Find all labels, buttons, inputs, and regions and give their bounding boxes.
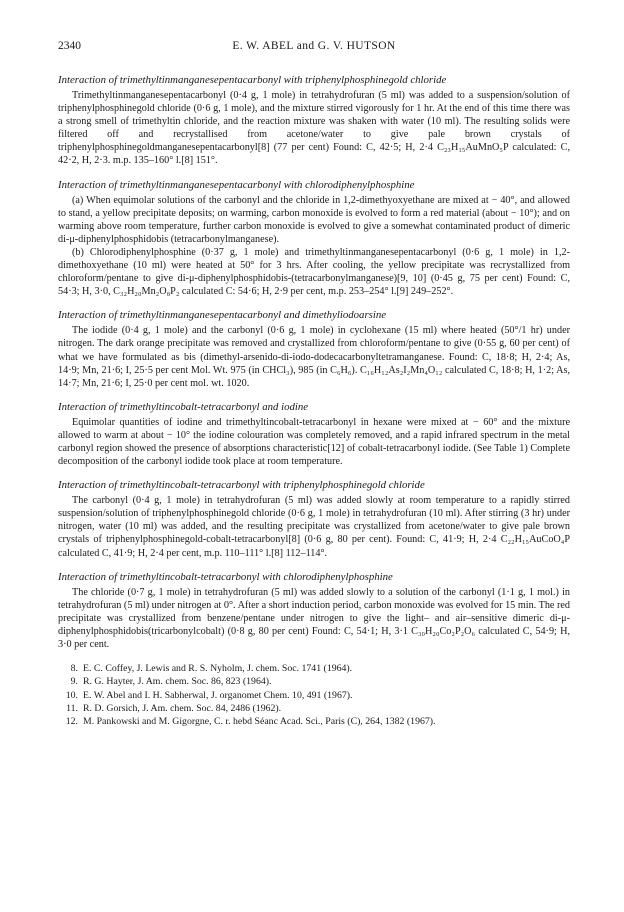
section-paragraph: Trimethyltinmanganesepentacarbonyl (0·4 g, 1 mole) in tetrahydrofuran (5 ml) was added to a suspension/solution of triphenylphosphinegold chloride (0·6 g, 1 mole), and the mixture stirred vigorously for 1 hr. At the end of this time there was a strong smell of trimethyltin chloride, and the reaction mixture was shaken with water (10 ml). The resulting solids were filtered off and recrystallised from acetone/water to give pale brown crystals of triphenylphosphinegoldmanganesepentacarbonyl[8] (77 per cent) Found: C, 42·5; H, 2·4 C₂₃H₁₅AuMnO₅P calculated: C, 42·2, H, 2·3. m.p. 135–160° l.[8] 151°. xyxy=(58,90,570,167)
reference-number: 8. xyxy=(70,663,78,675)
reference-number: 12. xyxy=(65,715,78,727)
section-cobalt-chlorodiphenylphosphine xyxy=(58,571,570,651)
section-heading: Interaction of trimethyltincobalt-tetracarbonyl with chlorodiphenylphosphine xyxy=(58,570,393,583)
section-heading: Interaction of trimethyltinmanganesepentacarbonyl and dimethyliodoarsine xyxy=(58,309,387,322)
reference-text: R. G. Hayter, J. Am. chem. Soc. 86, 823 (1964). xyxy=(83,676,272,688)
journal-page xyxy=(58,40,570,728)
running-title: E. W. ABEL and G. V. HUTSON xyxy=(232,40,396,52)
section-heading: Interaction of trimethyltinmanganesepentacarbonyl with chlorodiphenylphosphine xyxy=(58,178,415,191)
section-gold-chloride-mn xyxy=(58,74,570,168)
reference-item xyxy=(58,702,570,715)
section-heading: Interaction of trimethyltincobalt-tetracarbonyl with triphenylphosphinegold chloride xyxy=(58,479,425,492)
page-number: 2340 xyxy=(58,40,81,52)
section-paragraph: The carbonyl (0·4 g, 1 mole) in tetrahydrofuran (5 ml) was added slowly at room temperature to a rapidly stirred suspension/solution of triphenylphosphinegold chloride (0·6 g, 1 mole) in tetrahydrofuran (10 ml). After stirring (3 hr) under nitrogen, water (10 ml) was added, and the resulting precipitate was crystallized from acetone/water to give pale brown crystals of triphenylphosphinegold-cobalt-tetracarbonyl[8] (0·6 g, 80 per cent). Found: C, 41·9; H, 2·4 C₂₂H₁₅AuCoO₄P calculated C, 41·9; H, 2·4 per cent, m.p. 110–111° l.[8] 112–114°. xyxy=(58,495,570,559)
section-heading: Interaction of trimethyltincobalt-tetracarbonyl and iodine xyxy=(58,400,309,413)
reference-item xyxy=(58,662,570,675)
reference-item xyxy=(58,675,570,688)
section-paragraph: Equimolar quantities of iodine and trimethyltincobalt-tetracarbonyl in hexane were mixed at − 60° and the mixture allowed to warm at about − 10° the iodine colouration was completely removed, and a rapid infrared spectrum in the metal carbonyl region showed the presence of absorptions characteristic[12] of cobalt-tetracarbonyl iodide. (See Table 1) Complete decomposition of the carbonyl iodide took place at room temperature. xyxy=(58,416,570,468)
reference-text: R. D. Gorsich, J. Am. chem. Soc. 84, 2486 (1962). xyxy=(83,702,282,714)
reference-item xyxy=(58,715,570,728)
section-dimethyliodoarsine xyxy=(58,309,570,389)
reference-text: E. C. Coffey, J. Lewis and R. S. Nyholm, J. chem. Soc. 1741 (1964). xyxy=(83,663,353,675)
page-header xyxy=(58,40,570,60)
reference-number: 11. xyxy=(66,702,78,714)
section-heading: Interaction of trimethyltinmanganesepentacarbonyl with triphenylphosphinegold chloride xyxy=(58,74,447,86)
reference-list xyxy=(58,662,570,728)
reference-number: 10. xyxy=(65,689,78,701)
section-paragraph: (a) When equimolar solutions of the carbonyl and the chloride in 1,2-dimethyoxyethane are mixed at − 40°, and allowed to stand, a yellow precipitate deposits; on warming, carbon monoxide is evolved to form a red material (about − 10°); and on warming above room temperature, further carbon monoxide is evolved to give a somewhat contaminated product of dimeric di-μ-diphenylphosphidobis (tetracarbonylmanganese). xyxy=(58,194,570,245)
section-paragraph: The iodide (0·4 g, 1 mole) and the carbonyl (0·6 g, 1 mole) in cyclohexane (15 ml) where heated (50°/1 hr) under nitrogen. The dark orange precipitate was removed and crystallized from chloroform/pentane to give (0·55 g, 60 per cent) of what we have formulated as bis (dimethyl-arsenido-di-iodo-dodecacarbonyltetramanganese. Found: C, 18·8; H, 2·4; As, 14·9; Mn, 21·6; I, 25·5 per cent Mol. Wt. 975 (in CHCl₃), 985 (in C₆H₆). C₁₆H₁₂As₂I₂Mn₄O₁₂ calculated C, 18·8; H, 1·2; As, 14·7; Mn, 21·6; I, 25·0 per cent mol. wt. 1020. xyxy=(58,325,570,389)
section-paragraph: The chloride (0·7 g, 1 mole) in tetrahydrofuran (5 ml) was added slowly to a solution of the carbonyl (1·1 g, 1 mol.) in tetrahydrofuran (5 ml) under nitrogen at 0°. After a short induction period, carbon monoxide was evolved for 15 min. The red precipitate was crystallized from benzene/pentane under nitrogen to give the light– and air–sensitive dimeric di-μ-diphenylphosphidobis(tricarbonylcobalt) (0·8 g, 80 per cent) Found: C, 54·1; H, 3·1 C₃₀H₂₀Co₂P₂O₆ calculated C, 54·9; H, 3·0 per cent. xyxy=(58,586,570,650)
section-chlorodiphenylphosphine-mn xyxy=(58,179,570,299)
reference-text: M. Pankowski and M. Gigorgne, C. r. hebd Séanc Acad. Sci., Paris (C), 264, 1382 (1967). xyxy=(83,715,436,727)
reference-number: 9. xyxy=(70,676,78,688)
section-paragraph: (b) Chlorodiphenylphosphine (0·37 g, 1 mole) and trimethyltinmanganesepentacarbonyl (0·6 g, 1 mole) in 1,2-dimethoxyethane (10 ml) were heated at 50° for 3 hrs. After cooling, the yellow precipitate was recrystallized from chloroform/pentane to give di-μ-diphenylphosphidobis-(tetracarbonylmanganese)[9, 10] (0·45 g, 75 per cent) Found: C, 54·3; H, 3·0, C₃₂H₂₀Mn₂O₈P₂ calculated C: 54·6; H, 2·9 per cent, m.p. 253–254° l.[9] 249–252°. xyxy=(58,246,570,298)
section-cobalt-iodine xyxy=(58,401,570,468)
reference-text: E. W. Abel and I. H. Sabherwal, J. organomet Chem. 10, 491 (1967). xyxy=(83,689,353,701)
section-cobalt-gold-chloride xyxy=(58,479,570,559)
reference-item xyxy=(58,689,570,702)
